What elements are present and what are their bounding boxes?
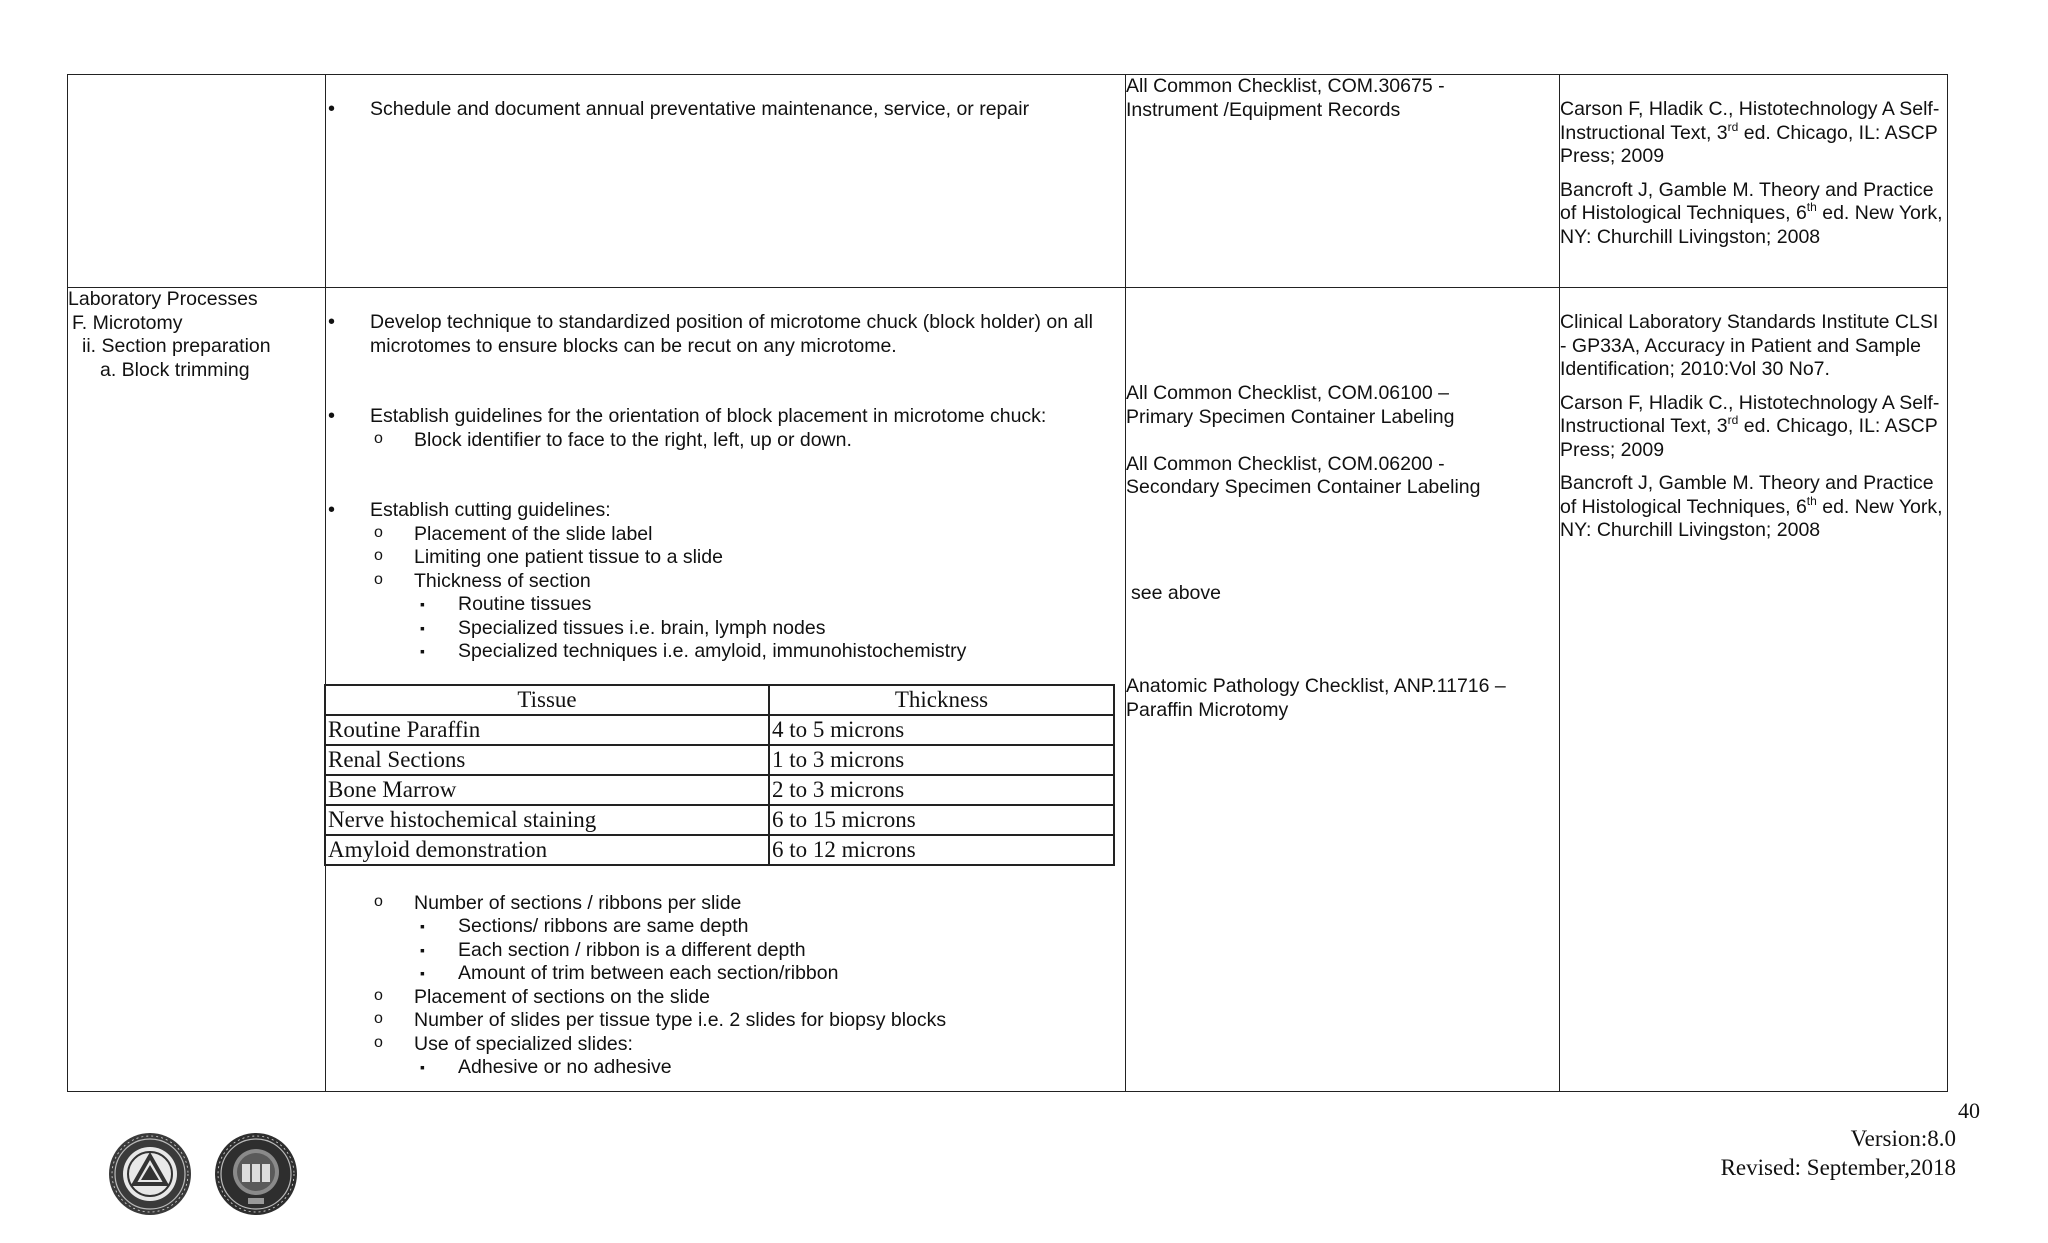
checklist-ref-line: Paraffin Microtomy — [1126, 698, 1289, 721]
cap-seal-logo — [108, 1132, 192, 1216]
reference-entry: Carson F, Hladik C., Histotechnology A Self- Instructional Text, 3rd ed. Chicago, IL: ASCP Press; 2009 — [1560, 98, 1940, 167]
thickness-cell: 6 to 15 microns — [769, 805, 1114, 835]
table-header-row — [325, 685, 1114, 715]
sub-sub-bullet-item: ▪ Amount of trim between each section/ribbon — [326, 962, 1125, 986]
bullet-item: • Schedule and document annual preventative maintenance, service, or repair — [326, 98, 1125, 122]
tissue-cell: Routine Paraffin — [325, 715, 769, 745]
reference-entry: Bancroft J, Gamble M. Theory and Practice of Histological Techniques, 6th ed. New York, NY: Churchill Livingston; 2008 — [1560, 472, 1943, 541]
checklist-ref-line: All Common Checklist, COM.06200 - — [1126, 452, 1445, 475]
sub-bullet-item: o Thickness of section — [326, 570, 1125, 594]
sub-bullet-item: o Placement of the slide label — [326, 523, 1125, 547]
bullet-item: • Establish cutting guidelines: — [326, 499, 1125, 523]
tissue-cell: Renal Sections — [325, 745, 769, 775]
version-label: Version:8.0 — [1850, 1126, 1956, 1151]
section-title: Laboratory Processes — [68, 288, 258, 310]
checklist-ref-line: Anatomic Pathology Checklist, ANP.11716 – — [1126, 675, 1506, 697]
tissue-cell: Amyloid demonstration — [325, 835, 769, 865]
page-number: 40 — [1958, 1098, 1980, 1123]
section-cell — [68, 288, 326, 1092]
checklist-ref-line: Primary Specimen Container Labeling — [1126, 405, 1455, 428]
reference-entry: Carson F, Hladik C., Histotechnology A Self- Instructional Text, 3rd ed. Chicago, IL: ASCP Press; 2009 — [1560, 391, 1940, 461]
table-row — [325, 745, 1114, 775]
see-above-note: see above — [1131, 581, 1221, 604]
reference-entry: Clinical Laboratory Standards Institute CLSI - GP33A, Accuracy in Patient and Sample Identification; 2010:Vol 30 No7. — [1560, 311, 1939, 380]
nsh-seal-logo — [214, 1132, 298, 1216]
sub-bullet-item: o Number of slides per tissue type i.e. 2 slides for biopsy blocks — [326, 1009, 1125, 1033]
section-subtitle: a. Block trimming — [100, 358, 250, 381]
checklist-ref-line: Secondary Specimen Container Labeling — [1126, 476, 1481, 498]
checklist-ref-line: All Common Checklist, COM.06100 – — [1126, 382, 1449, 404]
table-row — [325, 835, 1114, 865]
checklist-ref-line: All Common Checklist, COM.30675 - — [1126, 75, 1445, 97]
tissue-cell: Bone Marrow — [325, 775, 769, 805]
checklist-cell — [1126, 288, 1560, 1092]
references-cell — [1560, 75, 1948, 288]
sub-sub-bullet-item: ▪ Specialized techniques i.e. amyloid, immunohistochemistry — [326, 640, 1125, 664]
table-row — [325, 805, 1114, 835]
thickness-cell: 6 to 12 microns — [769, 835, 1114, 865]
table-row — [68, 288, 1948, 1092]
activity-cell — [326, 288, 1126, 1092]
sub-sub-bullet-item: ▪ Adhesive or no adhesive — [326, 1056, 1125, 1080]
sub-sub-bullet-item: ▪ Routine tissues — [326, 593, 1125, 617]
column-header: Tissue — [325, 685, 769, 715]
section-cell — [68, 75, 326, 288]
table-row — [325, 715, 1114, 745]
table-row — [68, 75, 1948, 288]
thickness-table — [324, 684, 1115, 866]
checklist-table — [67, 74, 1948, 1092]
bullet-item: • Establish guidelines for the orientation of block placement in microtome chuck: — [326, 405, 1125, 429]
bullet-item: • Develop technique to standardized position of microtome chuck (block holder) on all microtomes to ensure blocks can be recut on any microtome. — [326, 311, 1125, 358]
references-cell — [1560, 288, 1948, 1092]
checklist-ref-line: Instrument /Equipment Records — [1126, 98, 1401, 121]
thickness-cell: 2 to 3 microns — [769, 775, 1114, 805]
sub-sub-bullet-item: ▪ Each section / ribbon is a different depth — [326, 939, 1125, 963]
section-subtitle: F. Microtomy — [72, 311, 183, 334]
table-row — [325, 775, 1114, 805]
sub-bullet-item: o Limiting one patient tissue to a slide — [326, 546, 1125, 570]
sub-bullet-item: o Block identifier to face to the right, left, up or down. — [326, 429, 1125, 453]
thickness-cell: 4 to 5 microns — [769, 715, 1114, 745]
activity-cell — [326, 75, 1126, 288]
revised-label: Revised: September,2018 — [1720, 1155, 1956, 1180]
sub-bullet-item: o Number of sections / ribbons per slide — [326, 892, 1125, 916]
thickness-cell: 1 to 3 microns — [769, 745, 1114, 775]
sub-bullet-item: o Use of specialized slides: — [326, 1033, 1125, 1057]
section-subtitle: ii. Section preparation — [82, 335, 271, 357]
column-header: Thickness — [769, 685, 1114, 715]
sub-sub-bullet-item: ▪ Specialized tissues i.e. brain, lymph nodes — [326, 617, 1125, 641]
version-block — [1721, 1124, 1956, 1182]
tissue-cell: Nerve histochemical staining — [325, 805, 769, 835]
sub-sub-bullet-item: ▪ Sections/ ribbons are same depth — [326, 915, 1125, 939]
checklist-cell — [1126, 75, 1560, 288]
sub-bullet-item: o Placement of sections on the slide — [326, 986, 1125, 1010]
reference-entry: Bancroft J, Gamble M. Theory and Practice of Histological Techniques, 6th ed. New York, NY: Churchill Livingston; 2008 — [1560, 178, 1943, 248]
